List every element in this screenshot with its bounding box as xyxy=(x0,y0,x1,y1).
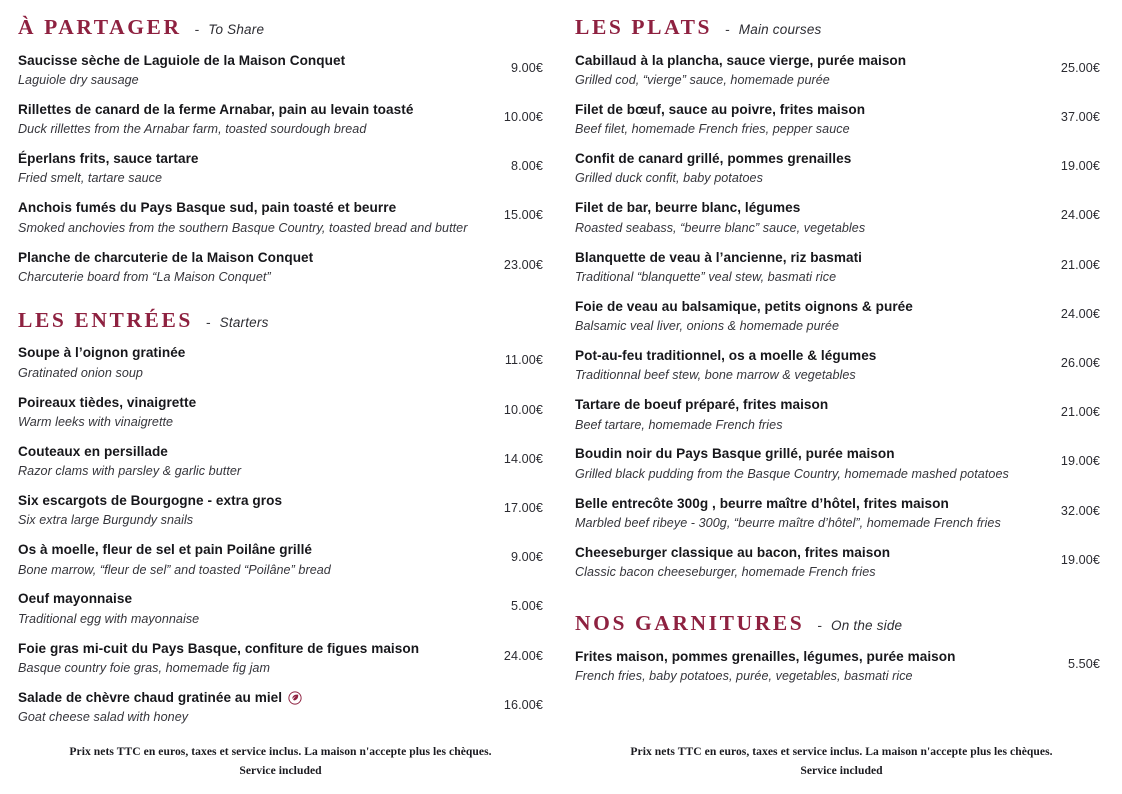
menu-item-price: 24.00€ xyxy=(1060,306,1100,321)
menu-item-price: 21.00€ xyxy=(1060,257,1100,272)
menu-item-body xyxy=(18,344,481,382)
section-dash-separator: - xyxy=(725,21,730,37)
menu-item-description: Traditional “blanquette” veal stew, basmati rice xyxy=(575,269,837,284)
menu-item-description: Charcuterie board from “La Maison Conquet” xyxy=(18,269,271,284)
menu-item-body xyxy=(18,150,481,188)
menu-item xyxy=(575,396,1100,434)
menu-item-price: 5.50€ xyxy=(1067,656,1100,671)
menu-item-body xyxy=(18,689,481,727)
menu-item-price: 19.00€ xyxy=(1060,454,1100,469)
menu-item-body xyxy=(18,590,481,628)
menu-item xyxy=(575,249,1100,287)
menu-item-name-text: Six escargots de Bourgogne - extra gros xyxy=(18,493,283,509)
menu-item-body xyxy=(575,396,1038,434)
menu-item-name xyxy=(18,541,481,559)
menu-item-body xyxy=(575,544,1038,582)
menu-item-price: 17.00€ xyxy=(503,501,543,516)
menu-item-price: 16.00€ xyxy=(503,697,543,712)
menu-item-name-text: Tartare de boeuf préparé, frites maison xyxy=(575,397,829,413)
menu-item-price: 37.00€ xyxy=(1060,109,1100,124)
menu-item-name xyxy=(18,249,481,267)
menu-item-name xyxy=(575,52,1038,70)
section-title: NOS GARNITURES xyxy=(575,611,805,636)
menu-item-name xyxy=(575,544,1038,562)
menu-item-description: Traditionnal beef stew, bone marrow & vegetables xyxy=(575,368,856,383)
menu-item xyxy=(575,347,1100,385)
menu-item-body xyxy=(18,249,481,287)
menu-item-description: French fries, baby potatoes, purée, vegetables, basmati rice xyxy=(575,669,913,684)
section-subtitle: Starters xyxy=(219,314,269,330)
menu-item-description: Beef tartare, homemade French fries xyxy=(575,417,783,432)
menu-item-name xyxy=(18,101,481,119)
menu-item xyxy=(575,150,1100,188)
menu-item-name xyxy=(18,443,481,461)
menu-item-name xyxy=(575,101,1038,119)
right-sections-container xyxy=(575,16,1100,686)
menu-item-description: Grilled cod, “vierge” sauce, homemade purée xyxy=(575,72,830,87)
menu-item-body xyxy=(18,443,481,481)
vegetarian-leaf-icon xyxy=(288,691,302,705)
section-title: À PARTAGER xyxy=(18,15,182,39)
menu-item-body xyxy=(575,249,1038,287)
menu-item-price: 19.00€ xyxy=(1060,159,1100,174)
menu-item-name xyxy=(575,495,1038,513)
menu-item-body xyxy=(575,199,1038,237)
menu-item xyxy=(575,544,1100,582)
menu-item-description: Warm leeks with vinaigrette xyxy=(18,414,174,429)
menu-item-price: 26.00€ xyxy=(1060,355,1100,370)
menu-item-name xyxy=(575,298,1038,316)
menu-item-name-text: Confit de canard grillé, pommes grenailles xyxy=(575,151,852,167)
menu-item-body xyxy=(575,495,1038,533)
menu-item-name-text: Pot-au-feu traditionnel, os a moelle & légumes xyxy=(575,347,877,363)
menu-item-body xyxy=(575,445,1038,483)
left-footer-line-2: Service included xyxy=(239,763,322,777)
menu-item-description: Bone marrow, “fleur de sel” and toasted “Poilâne” bread xyxy=(18,562,331,577)
menu-item-description: Grilled duck confit, baby potatoes xyxy=(575,171,763,186)
menu-item-body xyxy=(575,347,1038,385)
menu-item-name-text: Filet de bœuf, sauce au poivre, frites maison xyxy=(575,101,866,117)
menu-item-name-text: Boudin noir du Pays Basque grillé, purée maison xyxy=(575,446,895,462)
menu-item xyxy=(18,52,543,90)
section-dash-separator: - xyxy=(194,21,200,37)
menu-item-description: Grilled black pudding from the Basque Country, homemade mashed potatoes xyxy=(575,466,1009,481)
menu-item-body xyxy=(18,199,481,237)
menu-item-name xyxy=(575,648,1038,666)
menu-item-body xyxy=(18,492,481,530)
menu-item-name-text: Frites maison, pommes grenailles, légumes, purée maison xyxy=(575,648,956,664)
menu-item-description: Traditional egg with mayonnaise xyxy=(18,611,200,626)
menu-item-price: 24.00€ xyxy=(1060,208,1100,223)
section-header-les-plats xyxy=(575,16,1100,40)
menu-item-price: 19.00€ xyxy=(1060,552,1100,567)
menu-item-description: Duck rillettes from the Arnabar farm, toasted sourdough bread xyxy=(18,122,367,137)
menu-item-name-text: Foie gras mi-cuit du Pays Basque, confiture de figues maison xyxy=(18,640,420,656)
menu-item-name xyxy=(18,199,481,217)
menu-item-description: Smoked anchovies from the southern Basque Country, toasted bread and butter xyxy=(18,220,468,235)
section-dash-separator: - xyxy=(206,313,211,330)
menu-item-price: 9.00€ xyxy=(510,60,543,75)
menu-item-price: 23.00€ xyxy=(503,257,543,272)
menu-item-description: Goat cheese salad with honey xyxy=(18,710,189,725)
menu-item-body xyxy=(18,394,481,432)
right-footer-line-2: Service included xyxy=(800,763,883,777)
menu-item xyxy=(18,394,543,432)
menu-item xyxy=(18,541,543,579)
menu-item-name xyxy=(575,249,1038,267)
menu-item xyxy=(18,199,543,237)
menu-item-name xyxy=(575,199,1038,217)
menu-item-name-text: Soupe à l’oignon gratinée xyxy=(18,345,186,361)
menu-item-body xyxy=(18,541,481,579)
menu-item-price: 21.00€ xyxy=(1060,405,1100,420)
menu-item-name-text: Poireaux tièdes, vinaigrette xyxy=(18,394,197,410)
section-dash-separator: - xyxy=(817,617,823,634)
section-header-a-partager xyxy=(18,16,543,40)
section-title: LES ENTRÉES xyxy=(18,307,193,332)
menu-item-name-text: Foie de veau au balsamique, petits oignons & purée xyxy=(575,298,913,314)
menu-item-name-text: Belle entrecôte 300g , beurre maître d’hôtel, frites maison xyxy=(575,495,949,511)
menu-item-name xyxy=(18,689,481,707)
menu-item-name xyxy=(575,150,1038,168)
menu-item-name-text: Os à moelle, fleur de sel et pain Poilâne grillé xyxy=(18,542,313,558)
menu-item xyxy=(18,150,543,188)
menu-item xyxy=(18,249,543,287)
left-footer-line-1: Prix nets TTC en euros, taxes et service inclus. La maison n'accepte plus les chèques. xyxy=(69,744,492,758)
menu-item-body xyxy=(575,648,1038,686)
menu-item xyxy=(18,443,543,481)
menu-item-name xyxy=(18,492,481,510)
menu-item-price: 10.00€ xyxy=(503,402,543,417)
left-footer xyxy=(0,742,561,780)
menu-item xyxy=(18,101,543,139)
menu-item-name-text: Rillettes de canard de la ferme Arnabar, pain au levain toasté xyxy=(18,101,414,117)
menu-item xyxy=(575,199,1100,237)
menu-item-price: 11.00€ xyxy=(504,353,543,368)
menu-item xyxy=(18,689,543,727)
menu-item xyxy=(18,344,543,382)
right-footer-line-1: Prix nets TTC en euros, taxes et service inclus. La maison n'accepte plus les chèques. xyxy=(630,744,1053,758)
menu-column-right xyxy=(561,0,1122,794)
menu-item-price: 15.00€ xyxy=(503,208,543,223)
menu-item xyxy=(575,101,1100,139)
menu-item-name-text: Filet de bar, beurre blanc, légumes xyxy=(575,200,801,216)
menu-item-name-text: Anchois fumés du Pays Basque sud, pain toasté et beurre xyxy=(18,200,397,216)
section-subtitle: To Share xyxy=(208,22,265,37)
menu-item-body xyxy=(575,298,1038,336)
menu-item-price: 25.00€ xyxy=(1060,60,1100,75)
menu-item-description: Gratinated onion soup xyxy=(18,365,143,380)
menu-item-name xyxy=(18,590,481,608)
menu-item xyxy=(18,590,543,628)
menu-item-description: Basque country foie gras, homemade fig jam xyxy=(18,661,271,676)
menu-item-price: 8.00€ xyxy=(510,159,543,174)
menu-item-price: 10.00€ xyxy=(503,109,543,124)
menu-item-name xyxy=(18,150,481,168)
menu-item xyxy=(575,298,1100,336)
menu-item-price: 9.00€ xyxy=(510,550,543,565)
menu-item-name-text: Éperlans frits, sauce tartare xyxy=(18,151,199,167)
section-title: LES PLATS xyxy=(575,15,713,39)
menu-item xyxy=(575,495,1100,533)
menu-item-body xyxy=(18,52,481,90)
menu-item-price: 14.00€ xyxy=(503,451,543,466)
left-sections-container xyxy=(18,16,543,727)
menu-item-name xyxy=(18,394,481,412)
menu-item-body xyxy=(18,101,481,139)
menu-item xyxy=(18,492,543,530)
menu-item-name-text: Salade de chèvre chaud gratinée au miel xyxy=(18,689,283,705)
menu-item xyxy=(575,52,1100,90)
menu-item-body xyxy=(575,150,1038,188)
menu-item-name-text: Planche de charcuterie de la Maison Conquet xyxy=(18,249,314,265)
menu-item-price: 24.00€ xyxy=(503,648,543,663)
menu-item-name xyxy=(18,52,481,70)
menu-item-description: Fried smelt, tartare sauce xyxy=(18,171,163,186)
menu-item-body xyxy=(18,640,481,678)
menu-item-price: 5.00€ xyxy=(510,599,543,614)
menu-item xyxy=(575,445,1100,483)
section-subtitle: Main courses xyxy=(738,22,822,37)
menu-item-body xyxy=(575,101,1038,139)
menu-item-name xyxy=(575,445,1038,463)
menu-item-name-text: Cheeseburger classique au bacon, frites maison xyxy=(575,544,891,560)
menu-item-name xyxy=(575,347,1038,365)
menu-item-description: Laguiole dry sausage xyxy=(18,72,139,87)
menu-item-name xyxy=(575,396,1038,414)
menu-item-description: Beef filet, homemade French fries, pepper sauce xyxy=(575,122,850,137)
menu-item-description: Marbled beef ribeye - 300g, “beurre maître d’hôtel”, homemade French fries xyxy=(575,515,1001,530)
menu-item-description: Roasted seabass, “beurre blanc” sauce, vegetables xyxy=(575,220,866,235)
menu-item-body xyxy=(575,52,1038,90)
menu-item-description: Razor clams with parsley & garlic butter xyxy=(18,464,242,479)
menu-item-price: 32.00€ xyxy=(1060,503,1100,518)
menu-item-name-text: Saucisse sèche de Laguiole de la Maison Conquet xyxy=(18,52,346,68)
menu-item-name xyxy=(18,640,481,658)
section-subtitle: On the side xyxy=(831,618,903,634)
section-header-nos-garnitures xyxy=(575,612,1100,636)
menu-item-name-text: Couteaux en persillade xyxy=(18,443,168,459)
menu-item-name-text: Cabillaud à la plancha, sauce vierge, purée maison xyxy=(575,52,907,68)
section-header-les-entrees xyxy=(18,309,543,333)
right-footer xyxy=(561,742,1122,780)
menu-item xyxy=(18,640,543,678)
menu-item-description: Six extra large Burgundy snails xyxy=(18,513,194,528)
menu-item xyxy=(575,648,1100,686)
menu-item-name xyxy=(18,344,481,362)
menu-item-description: Balsamic veal liver, onions & homemade purée xyxy=(575,319,840,334)
menu-item-name-text: Oeuf mayonnaise xyxy=(18,591,133,607)
menu-item-description: Classic bacon cheeseburger, homemade French fries xyxy=(575,565,876,580)
menu-item-name-text: Blanquette de veau à l’ancienne, riz basmati xyxy=(575,249,863,265)
